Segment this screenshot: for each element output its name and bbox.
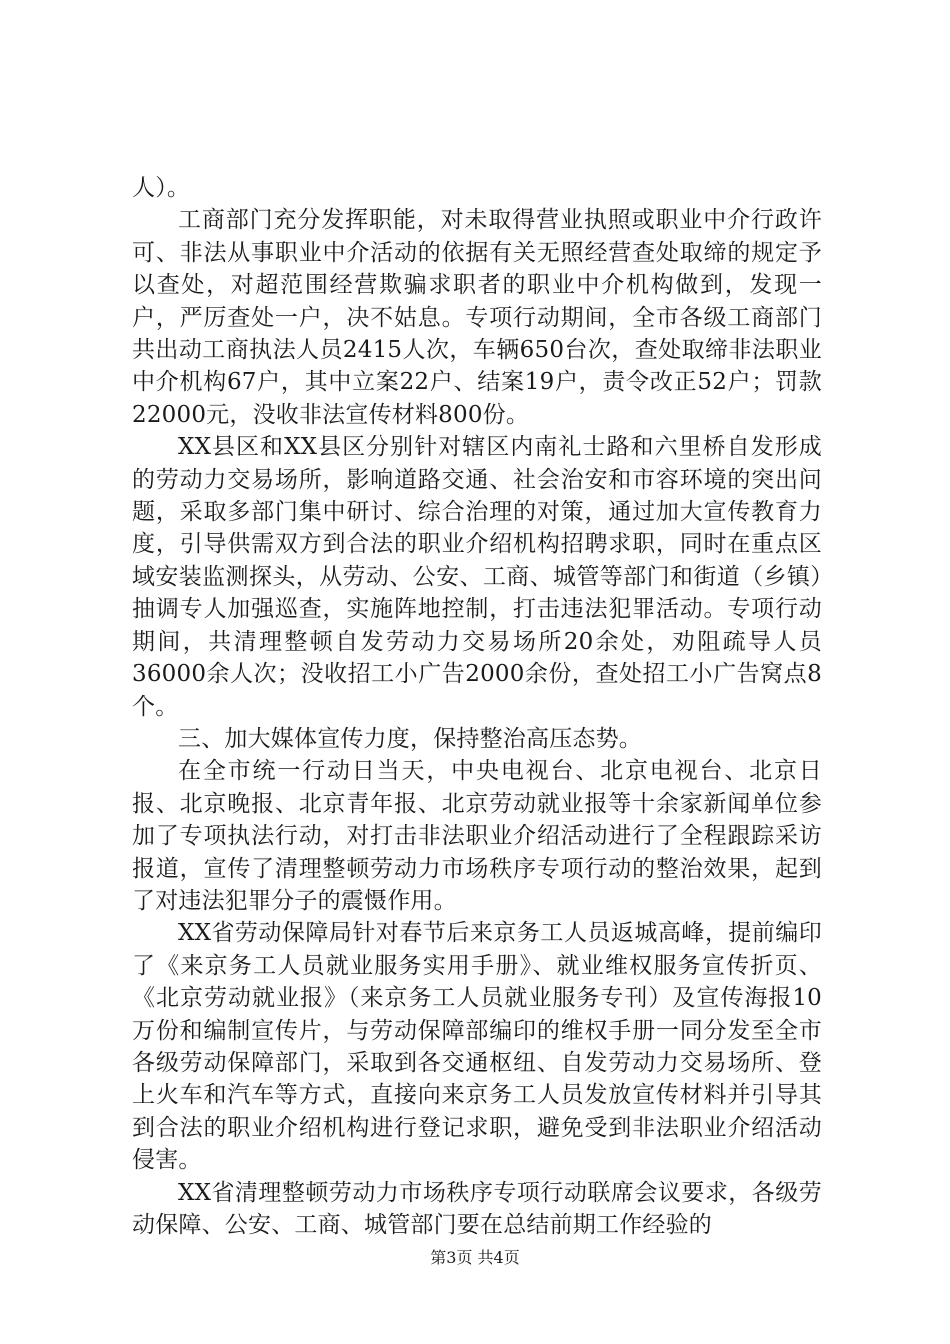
paragraph-district-action: XX县区和XX县区分别针对辖区内南礼士路和六里桥自发形成的劳动力交易场所，影响道路交通、社会治安和市容环境的突出问题，采取多部门集中研讨、综合治理的对策，通过加大宣传教育力度，引导供需双方到合法的职业介绍机构招聘求职，同时在重点区域安装监测探头，从劳动、公安、工商、城管等部门和街道（乡镇）抽调专人加强巡查，实施阵地控制，打击违法犯罪活动。专项行动期间，共清理整顿自发劳动力交易场所20余处，劝阻疏导人员36000余人次；没收招工小广告2000余份，查处招工小广告窝点8个。 — [132, 434, 822, 720]
page-number-footer: 第3页 共4页 — [430, 1248, 520, 1267]
paragraph-labor-bureau: XX省劳动保障局针对春节后来京务工人员返城高峰，提前编印了《来京务工人员就业服务实用手册》、就业维权服务宣传折页、《北京劳动就业报》（来京务工人员就业服务专刊）及宣传海报10万份和编制宣传片，与劳动保障部编印的维权手册一同分发至全市各级劳动保障部门，采取到各交通枢纽、自发劳动力交易场所、登上火车和汽车等方式，直接向来京务工人员发放宣传材料并引导其到合法的职业介绍机构进行登记求职，避免受到非法职业介绍活动侵害。 — [132, 920, 822, 1174]
section-heading-media: 三、加大媒体宣传力度，保持整治高压态势。 — [178, 725, 642, 752]
document-body — [132, 172, 822, 1241]
paragraph-continuation: 人）。 — [132, 175, 191, 201]
paragraph-joint-meeting: XX省清理整顿劳动力市场秩序专项行动联席会议要求，各级劳动保障、公安、工商、城管部门要在总结前期工作经验的 — [132, 1179, 822, 1238]
paragraph-commerce-department: 工商部门充分发挥职能，对未取得营业执照或职业中介行政许可、非法从事职业中介活动的依据有关无照经营查处取缔的规定予以查处，对超范围经营欺骗求职者的职业中介机构做到，发现一户，严厉查处一户，决不姑息。专项行动期间，全市各级工商部门共出动工商执法人员2415人次，车辆650台次，查处取缔非法职业中介机构67户，其中立案22户、结案19户，责令改正52户；罚款22000元，没收非法宣传材料800份。 — [132, 207, 822, 428]
paragraph-media-coverage: 在全市统一行动日当天，中央电视台、北京电视台、北京日报、北京晚报、北京青年报、北京劳动就业报等十余家新闻单位参加了专项执法行动，对打击非法职业介绍活动进行了全程跟踪采访报道，宣传了清理整顿劳动力市场秩序专项行动的整治效果，起到了对违法犯罪分子的震慑作用。 — [132, 758, 822, 914]
